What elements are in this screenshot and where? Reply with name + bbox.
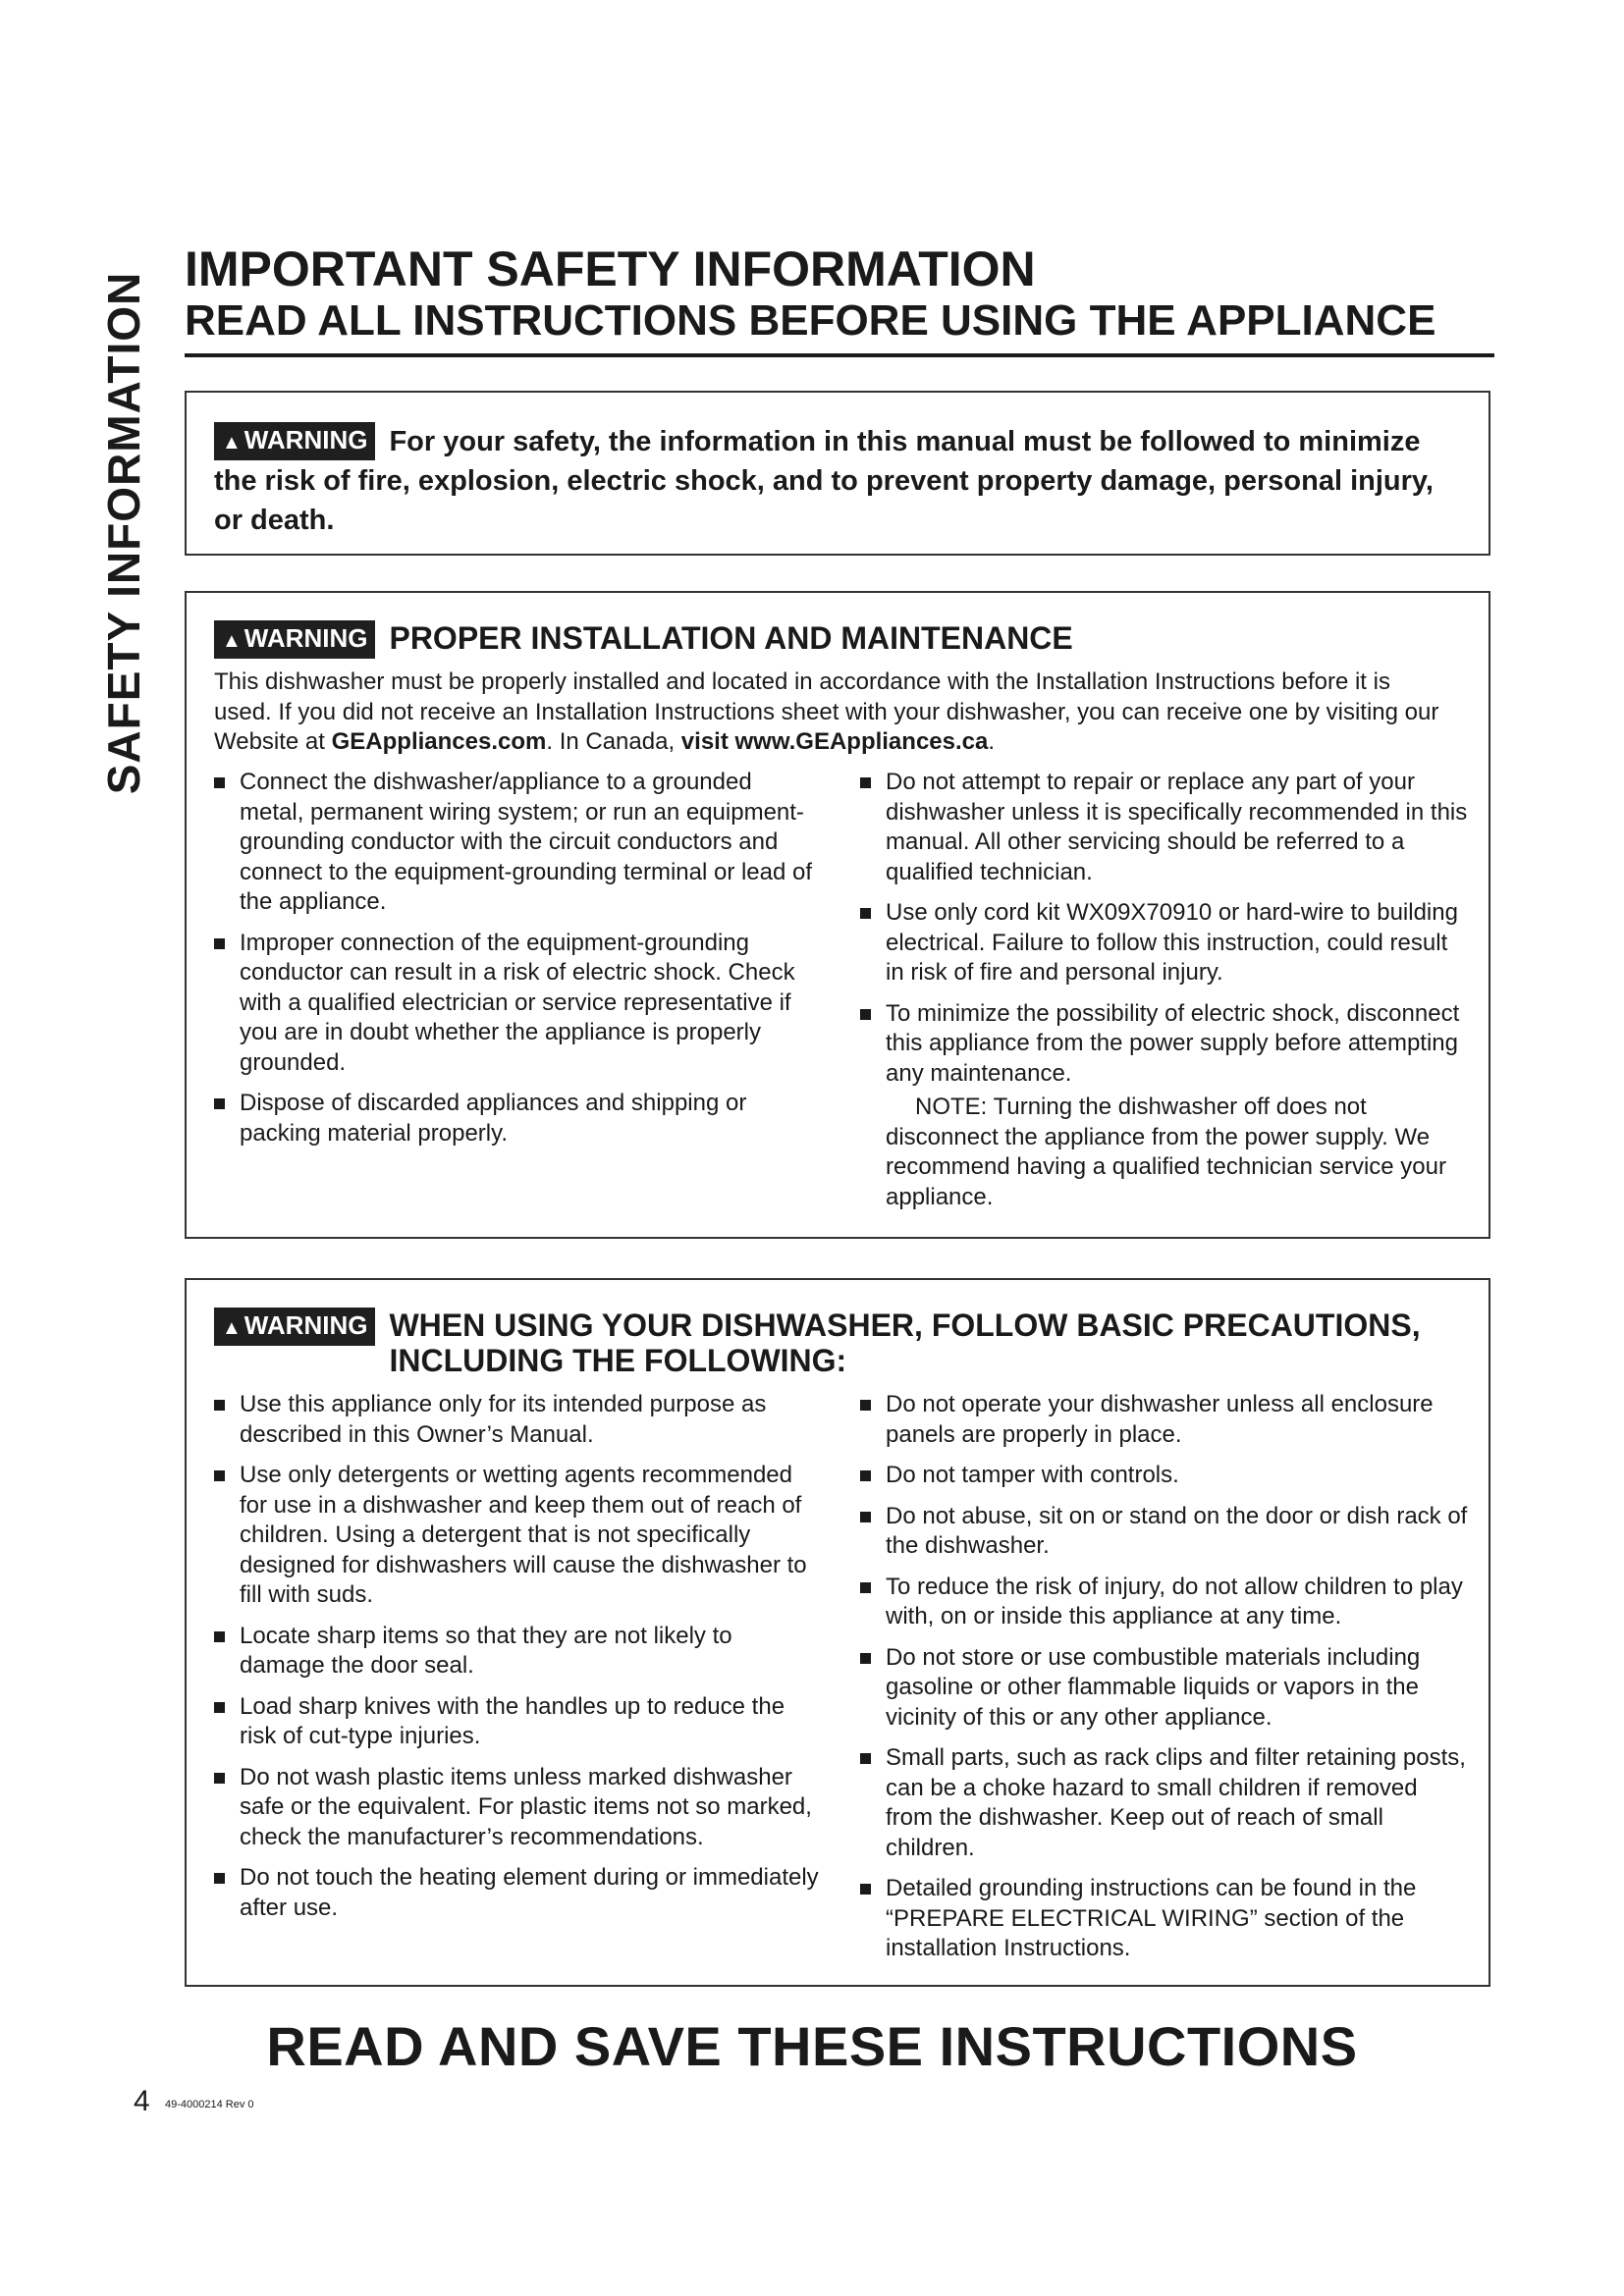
bullet-icon bbox=[860, 1653, 871, 1664]
warning-badge-label: WARNING bbox=[244, 1310, 368, 1340]
warning-triangle-icon: ▲ bbox=[222, 630, 242, 652]
warning-box-precautions bbox=[185, 1278, 1490, 1987]
warning-box-installation bbox=[185, 591, 1490, 1239]
bullet-icon bbox=[214, 1702, 225, 1713]
list-item bbox=[860, 1874, 1469, 1964]
list-item bbox=[214, 1461, 819, 1611]
precautions-right-column bbox=[860, 1390, 1469, 1975]
list-item-text: Use only detergents or wetting agents recommended for use in a dishwasher and keep them out of reach of children. Using a detergent that is not specifically designed for dishwashers will cause the dishwasher to fill with suds. bbox=[240, 1462, 807, 1608]
document-code: 49-4000214 Rev 0 bbox=[165, 2099, 254, 2110]
installation-right-column bbox=[860, 768, 1469, 1212]
installation-heading-text: PROPER INSTALLATION AND MAINTENANCE bbox=[389, 620, 1073, 656]
note-block bbox=[860, 1093, 1469, 1212]
bullet-icon bbox=[860, 1470, 871, 1481]
warning-badge bbox=[214, 422, 375, 460]
list-item bbox=[860, 999, 1469, 1090]
precautions-heading-line2: INCLUDING THE FOLLOWING: bbox=[389, 1343, 847, 1378]
page-subtitle: READ ALL INSTRUCTIONS BEFORE USING THE APPLIANCE bbox=[185, 296, 1436, 345]
precautions-heading-text bbox=[389, 1308, 1420, 1378]
list-item bbox=[214, 768, 819, 918]
list-item-text: Dispose of discarded appliances and shipping or packing material properly. bbox=[240, 1090, 747, 1147]
bullet-icon bbox=[860, 777, 871, 788]
header-rule bbox=[185, 353, 1494, 357]
precautions-left-column bbox=[214, 1390, 819, 1934]
list-item bbox=[214, 1089, 819, 1148]
list-item-text: Improper connection of the equipment-grounding conductor can result in a risk of electric shock. Check with a qualified electrician or service representative if you are in doubt whether the appliance is properly grounded. bbox=[240, 929, 795, 1076]
warning-badge-label: WARNING bbox=[244, 425, 368, 454]
list-item-text: Do not store or use combustible materials including gasoline or other flammable liquids or vapors in the vicinity of this or any other appliance. bbox=[886, 1643, 1421, 1731]
warning-badge-label: WARNING bbox=[244, 623, 368, 653]
para-text-1: This dishwasher must be properly installed and located in accordance with the Installation Instructions before it is used. If you did not receive an Installation Instructions sheet with your dishwasher, you can receive one by visiting our Website at bbox=[214, 668, 1439, 755]
list-item bbox=[860, 1502, 1469, 1562]
list-item-text: Use this appliance only for its intended purpose as described in this Owner’s Manual. bbox=[240, 1391, 767, 1448]
installation-heading bbox=[214, 620, 1469, 659]
list-item bbox=[214, 1863, 819, 1923]
list-item-text: Do not attempt to repair or replace any part of your dishwasher unless it is specifically recommended in this manual. All other servicing should be referred to a qualified technician. bbox=[886, 769, 1468, 885]
warning-intro-text: For your safety, the information in this manual must be followed to minimize the risk of fire, explosion, electric shock, and to prevent property damage, personal injury, or death. bbox=[214, 426, 1434, 536]
warning-box-general bbox=[185, 391, 1490, 556]
list-item bbox=[860, 1390, 1469, 1450]
page-header bbox=[185, 241, 1494, 357]
list-item-text: Do not abuse, sit on or stand on the door or dish rack of the dishwasher. bbox=[886, 1502, 1468, 1559]
bullet-icon bbox=[860, 1884, 871, 1895]
list-item bbox=[214, 1390, 819, 1450]
bullet-icon bbox=[860, 1009, 871, 1020]
installation-paragraph bbox=[214, 667, 1453, 758]
bullet-icon bbox=[860, 1400, 871, 1411]
list-item bbox=[860, 1643, 1469, 1734]
list-item bbox=[214, 1622, 819, 1682]
list-item bbox=[214, 1692, 819, 1752]
note-label: NOTE: bbox=[915, 1094, 988, 1120]
list-item-text: Use only cord kit WX09X70910 or hard-wire to building electrical. Failure to follow this instruction, could result in risk of fire and personal injury. bbox=[886, 899, 1458, 986]
list-item-text: Do not operate your dishwasher unless all enclosure panels are properly in place. bbox=[886, 1391, 1434, 1448]
bullet-icon bbox=[214, 777, 225, 788]
precautions-heading-line1: WHEN USING YOUR DISHWASHER, FOLLOW BASIC PRECAUTIONS, bbox=[389, 1308, 1421, 1343]
warning-badge bbox=[214, 620, 375, 659]
bullet-icon bbox=[214, 1873, 225, 1884]
list-item-text: To minimize the possibility of electric shock, disconnect this appliance from the power supply before attempting any maintenance. bbox=[886, 999, 1460, 1087]
ge-website-link[interactable]: GEAppliances.com bbox=[331, 728, 547, 755]
bullet-icon bbox=[860, 1753, 871, 1764]
side-tab-label: SAFETY INFORMATION bbox=[98, 271, 149, 795]
list-item bbox=[860, 768, 1469, 887]
warning-intro bbox=[214, 422, 1461, 540]
bullet-icon bbox=[214, 1470, 225, 1481]
bullet-icon bbox=[860, 908, 871, 919]
list-item bbox=[860, 898, 1469, 988]
side-tab bbox=[96, 243, 151, 823]
list-item-text: Connect the dishwasher/appliance to a grounded metal, permanent wiring system; or run an equipment-grounding conductor with the circuit conductors and connect to the equipment-grounding terminal or lead of the appliance. bbox=[240, 769, 813, 915]
installation-left-column bbox=[214, 768, 819, 1159]
bullet-icon bbox=[214, 1773, 225, 1784]
bullet-icon bbox=[214, 1400, 225, 1411]
list-item-text: Locate sharp items so that they are not likely to damage the door seal. bbox=[240, 1622, 732, 1679]
list-item-text: Do not tamper with controls. bbox=[886, 1462, 1179, 1488]
page-number: 4 bbox=[134, 2085, 150, 2117]
footer-title: READ AND SAVE THESE INSTRUCTIONS bbox=[266, 2015, 1358, 2077]
list-item bbox=[214, 1763, 819, 1853]
list-item bbox=[860, 1461, 1469, 1491]
list-item-text: Do not wash plastic items unless marked dishwasher safe or the equivalent. For plastic items not so marked, check the manufacturer’s recommendations. bbox=[240, 1763, 812, 1850]
list-item-text: Small parts, such as rack clips and filter retaining posts, can be a choke hazard to small children if removed from the dishwasher. Keep out of reach of small children. bbox=[886, 1744, 1466, 1861]
page-title: IMPORTANT SAFETY INFORMATION bbox=[185, 241, 1036, 296]
ge-canada-link[interactable]: visit www.GEAppliances.ca bbox=[680, 728, 989, 755]
list-item bbox=[860, 1573, 1469, 1632]
bullet-icon bbox=[860, 1582, 871, 1593]
list-item bbox=[214, 929, 819, 1079]
para-text-2: . In Canada, bbox=[546, 728, 681, 755]
list-item bbox=[860, 1743, 1469, 1863]
bullet-icon bbox=[214, 1631, 225, 1642]
list-item-text: Load sharp knives with the handles up to reduce the risk of cut-type injuries. bbox=[240, 1692, 785, 1749]
list-item-text: Detailed grounding instructions can be found in the “PREPARE ELECTRICAL WIRING” section of the installation Instructions. bbox=[886, 1875, 1417, 1961]
precautions-heading bbox=[214, 1308, 1469, 1378]
bullet-icon bbox=[214, 938, 225, 949]
warning-triangle-icon: ▲ bbox=[222, 432, 242, 454]
bullet-icon bbox=[860, 1512, 871, 1522]
warning-triangle-icon: ▲ bbox=[222, 1317, 242, 1339]
bullet-icon bbox=[214, 1098, 225, 1109]
para-text-3: . bbox=[988, 728, 996, 755]
note-text: Turning the dishwasher off does not disconnect the appliance from the power supply. We recommend having a qualified technician service your appliance. bbox=[886, 1094, 1446, 1210]
warning-badge bbox=[214, 1308, 375, 1346]
list-item-text: To reduce the risk of injury, do not allow children to play with, on or inside this appliance at any time. bbox=[886, 1573, 1463, 1629]
list-item-text: Do not touch the heating element during or immediately after use. bbox=[240, 1864, 819, 1921]
